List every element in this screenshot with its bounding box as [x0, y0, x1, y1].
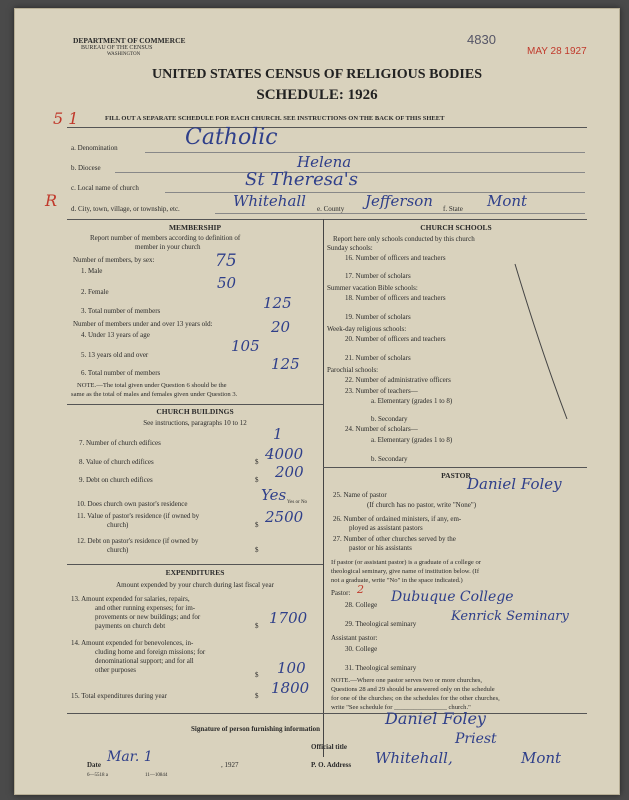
pastor-mark: 2 [357, 583, 364, 596]
schools-summer: Summer vacation Bible schools: [327, 284, 418, 292]
q14-label-a: 14. Amount expended for benevolences, in- [71, 639, 194, 647]
q6-label: 6. Total number of members [81, 369, 161, 377]
grad-note1: If pastor (or assistant pastor) is a graduate of a college or [331, 559, 481, 566]
q23-label: 23. Number of teachers— [345, 387, 418, 395]
signature-value: Daniel Foley [385, 709, 486, 728]
q12-label-a: 12. Debt on pastor's residence (if owned by [77, 537, 199, 545]
q2-value: 50 [217, 274, 237, 292]
q23a-label: a. Elementary (grades 1 to 8) [371, 397, 453, 405]
stamp-number: 4830 [467, 32, 496, 47]
q13-label-c: provements or new buildings; and for [95, 613, 201, 621]
q13-label-d: payments on church debt [95, 622, 166, 630]
under-over-label: Number of members under and over 13 years old: [73, 320, 213, 328]
po-address-label: P. O. Address [311, 761, 352, 769]
q3-value: 125 [263, 294, 292, 312]
q4-label: 4. Under 13 years of age [81, 331, 150, 339]
q25-label: 25. Name of pastor [333, 491, 387, 499]
q11-value: 2500 [265, 508, 304, 526]
date-value: Mar. 1 [107, 749, 153, 765]
q27-label-b: pastor or his assistants [349, 544, 412, 552]
q26-label-a: 26. Number of ordained ministers, if any, em- [333, 515, 462, 523]
q13-value: 1700 [269, 609, 308, 627]
q7-value: 1 [273, 425, 283, 443]
official-title-value: Priest [455, 731, 497, 747]
q10-value: Yes [261, 486, 287, 504]
q10-label: 10. Does church own pastor's residence [77, 500, 188, 508]
q11-label-a: 11. Value of pastor's residence (if owned by [77, 512, 200, 520]
q12-dollar: $ [255, 546, 259, 554]
pastor-sub-label: Pastor: [331, 589, 351, 597]
q14-label-c: denominational support; and for all [95, 657, 194, 665]
q19-label: 19. Number of scholars [345, 313, 411, 321]
q29-label: 29. Theological seminary [345, 620, 417, 628]
schools-slash-mark [495, 254, 575, 424]
dept-line1: DEPARTMENT OF COMMERCE [73, 36, 186, 45]
q9-dollar: $ [255, 476, 259, 484]
q13-dollar: $ [255, 622, 259, 630]
dept-line3: WASHINGTON [107, 52, 141, 57]
form-title: UNITED STATES CENSUS OF RELIGIOUS BODIES [151, 67, 482, 82]
q9-label: 9. Debt on church edifices [79, 476, 153, 484]
schools-sunday: Sunday schools: [327, 244, 373, 252]
q20-label: 20. Number of officers and teachers [345, 335, 446, 343]
q28-value: Dubuque College [391, 589, 514, 605]
pastor-heading: PASTOR [441, 471, 471, 480]
q5-value: 105 [231, 337, 260, 355]
membership-intro1: Report number of members according to definition of [90, 234, 241, 242]
q7-label: 7. Number of church edifices [79, 439, 161, 447]
q15-value: 1800 [271, 679, 310, 697]
county-value: Jefferson [365, 192, 433, 210]
membership-note1: NOTE.—The total given under Question 6 should be the [77, 382, 227, 389]
schools-parochial: Parochial schools: [327, 366, 379, 374]
print-number: 11—10844 [145, 773, 168, 778]
q5-label: 5. 13 years old and over [81, 351, 149, 359]
q16-label: 16. Number of officers and teachers [345, 254, 446, 262]
margin-mark: 5 1 [53, 109, 79, 128]
membership-note2: same as the total of males and females given under Question 3. [71, 391, 238, 398]
q14-value: 100 [277, 659, 306, 677]
official-title-label: Official title [311, 743, 347, 751]
q14-dollar: $ [255, 671, 259, 679]
q27-label-a: 27. Number of other churches served by the [333, 535, 456, 543]
q4-value: 20 [271, 318, 291, 336]
q3-label: 3. Total number of members [81, 307, 161, 315]
grad-note3: not a graduate, write "No" in the space indicated.) [331, 577, 463, 584]
q26-label-b: ployed as assistant pastors [349, 524, 423, 532]
dept-line2: BUREAU OF THE CENSUS [81, 45, 153, 51]
schools-heading: CHURCH SCHOOLS [420, 223, 492, 232]
q28-label: 28. College [345, 601, 378, 609]
denomination-label: a. Denomination [71, 144, 118, 152]
date-label: Date [87, 761, 101, 769]
q17-label: 17. Number of scholars [345, 272, 411, 280]
church-name-label: c. Local name of church [71, 184, 139, 192]
assistant-label: Assistant pastor: [331, 634, 378, 642]
denomination-value: Catholic [185, 125, 278, 150]
margin-r: R [45, 191, 58, 210]
pastor-note4: write "See schedule for ________________ church." [331, 704, 471, 711]
buildings-sub: See instructions, paragraphs 10 to 12 [143, 419, 247, 427]
q24b-label: b. Secondary [371, 455, 408, 463]
q11-dollar: $ [255, 521, 259, 529]
schools-weekday: Week-day religious schools: [327, 325, 407, 333]
schools-intro: Report here only schools conducted by this church [333, 235, 475, 243]
state-label: f. State [443, 205, 463, 213]
pastor-note2: Questions 28 and 29 should be answered only on the schedule [331, 686, 495, 693]
q14-label-d: other purposes [95, 666, 137, 674]
q8-dollar: $ [255, 458, 259, 466]
pastor-note3: for one of the churches; on the schedules for the other churches, [331, 695, 500, 702]
q1-label: 1. Male [81, 267, 103, 275]
q25-note: (If church has no pastor, write "None") [367, 501, 477, 509]
q15-dollar: $ [255, 692, 259, 700]
po-address-state: Mont [521, 749, 562, 767]
county-label: e. County [317, 205, 345, 213]
q24a-label: a. Elementary (grades 1 to 8) [371, 436, 453, 444]
expenditures-heading: EXPENDITURES [165, 568, 225, 577]
diocese-value: Helena [297, 153, 352, 171]
instructions-line: FILL OUT A SEPARATE SCHEDULE FOR EACH CHURCH. SEE INSTRUCTIONS ON THE BACK OF THIS SHEET [105, 115, 445, 122]
census-schedule-sheet [14, 8, 620, 795]
received-date-stamp: MAY 28 1927 [527, 46, 587, 57]
q22-label: 22. Number of administrative officers [345, 376, 451, 384]
city-label: d. City, town, village, or township, etc. [71, 205, 180, 213]
pastor-note1: NOTE.—Where one pastor serves two or more churches, [331, 677, 483, 684]
q11-label-b: church) [107, 521, 129, 529]
form-subtitle: SCHEDULE: 1926 [256, 87, 378, 103]
q12-label-b: church) [107, 546, 129, 554]
city-value: Whitehall [233, 192, 306, 210]
state-value: Mont [487, 192, 528, 210]
church-name-value: St Theresa's [245, 169, 358, 190]
q29-value: Kenrick Seminary [451, 609, 569, 624]
q6-value: 125 [271, 355, 300, 373]
expenditures-sub: Amount expended by your church during last fiscal year [116, 581, 274, 589]
buildings-heading: CHURCH BUILDINGS [156, 407, 234, 416]
q2-label: 2. Female [81, 288, 109, 296]
q8-value: 4000 [265, 445, 304, 463]
grad-note2: theological seminary, give name of institution below. (If [331, 568, 480, 575]
q1-value: 75 [215, 251, 237, 271]
form-number: 6—5518 a [87, 773, 108, 778]
q23b-label: b. Secondary [371, 415, 408, 423]
membership-intro2: member in your church [135, 243, 201, 251]
membership-heading: MEMBERSHIP [168, 223, 222, 232]
q31-label: 31. Theological seminary [345, 664, 417, 672]
q13-label-a: 13. Amount expended for salaries, repairs, [71, 595, 190, 603]
diocese-label: b. Diocese [71, 164, 101, 172]
yes-no-note: Yes or No [287, 500, 308, 505]
q21-label: 21. Number of scholars [345, 354, 411, 362]
q15-label: 15. Total expenditures during year [71, 692, 167, 700]
signature-label: Signature of person furnishing information [191, 725, 320, 733]
q9-value: 200 [275, 463, 304, 481]
q13-label-b: and other running expenses; for im- [95, 604, 196, 612]
q14-label-b: cluding home and foreign missions; for [95, 648, 206, 656]
q30-label: 30. College [345, 645, 378, 653]
po-address-value: Whitehall, [375, 749, 453, 767]
by-sex-label: Number of members, by sex: [73, 256, 155, 264]
q25-value: Daniel Foley [467, 475, 562, 493]
date-year: , 1927 [221, 761, 239, 769]
q18-label: 18. Number of officers and teachers [345, 294, 446, 302]
q8-label: 8. Value of church edifices [79, 458, 154, 466]
q24-label: 24. Number of scholars— [345, 425, 418, 433]
